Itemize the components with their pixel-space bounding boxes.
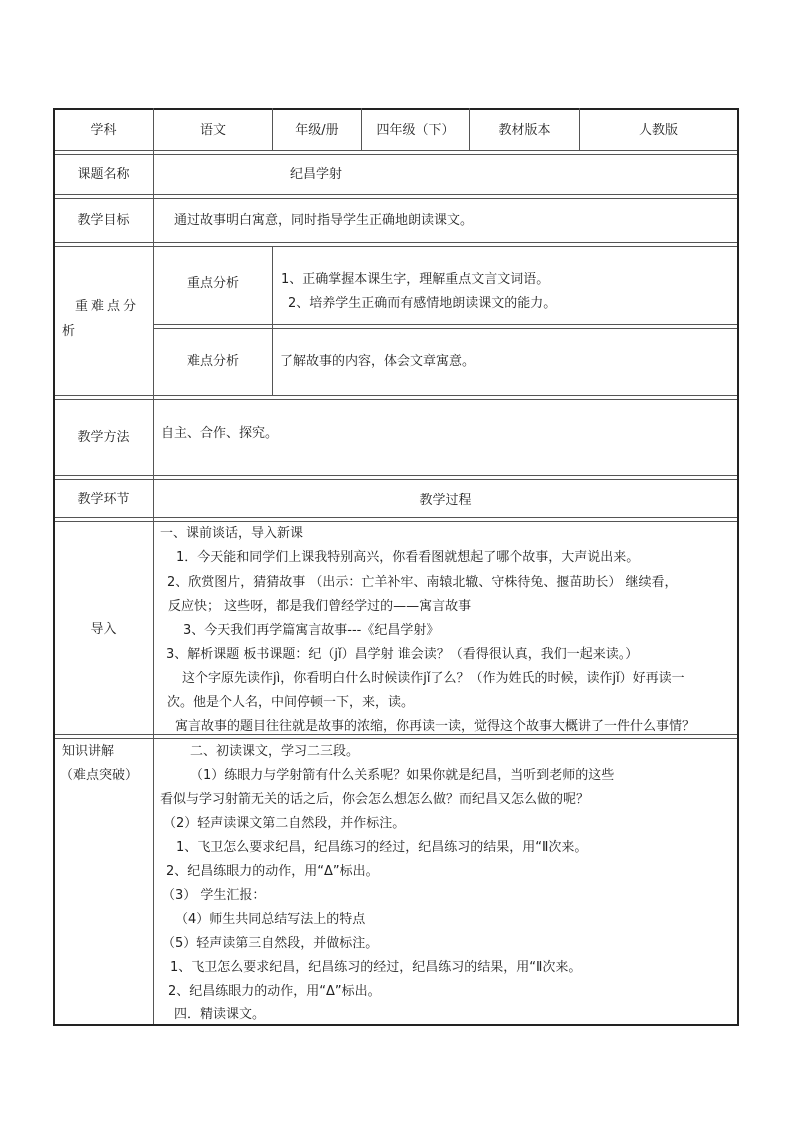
knowledge-line: 1、飞卫怎么要求纪昌，纪昌练习的经过，纪昌练习的结果，用“Ⅱ次来。 xyxy=(170,960,582,975)
key-difficult-label: 重难点分 xyxy=(75,299,140,314)
knowledge-line: 二、初读课文，学习二三段。 xyxy=(190,744,360,759)
row-divider xyxy=(53,194,739,195)
row-divider xyxy=(53,399,739,400)
table-border-bottom xyxy=(53,1024,739,1026)
knowledge-line: 2、纪昌练眼力的动作，用“Δ”标出。 xyxy=(168,984,381,999)
intro-line: 3、今天我们再学篇寓言故事---《纪昌学射》 xyxy=(183,623,440,638)
intro-line: 寓言故事的题目往往就是故事的浓缩，你再读一读，觉得这个故事大概讲了一件什么事情？ xyxy=(175,719,696,734)
intro-line: 3、解析课题 板书课题：纪（jǐ）昌学射 谁会读？（看得很认真，我们一起来读。） xyxy=(166,647,639,662)
column-divider xyxy=(153,108,154,1024)
intro-line: 次。他是个人名，中间停顿一下，来，读。 xyxy=(167,695,415,710)
goal-label: 教学目标 xyxy=(77,213,130,228)
process-step-label: 教学环节 xyxy=(77,492,130,507)
knowledge-line: （3） 学生汇报： xyxy=(162,888,266,903)
goal-value: 通过故事明白寓意，同时指导学生正确地朗读课文。 xyxy=(174,213,474,228)
key-analysis-line: 2、培养学生正确而有感情地朗读课文的能力。 xyxy=(288,296,557,311)
row-divider xyxy=(53,479,739,480)
method-value: 自主、合作、探究。 xyxy=(161,426,279,441)
subject-value: 语文 xyxy=(199,123,226,138)
table-border-left xyxy=(53,108,55,1026)
row-divider xyxy=(53,734,739,735)
knowledge-line: （2）轻声读课文第二自然段，并作标注。 xyxy=(163,816,406,831)
table-border-top xyxy=(53,108,739,110)
process-header: 教学过程 xyxy=(419,493,472,508)
row-divider xyxy=(53,246,739,247)
intro-label: 导入 xyxy=(90,622,117,637)
knowledge-line: （1）练眼力与学射箭有什么关系呢？如果你就是纪昌，当听到老师的这些 xyxy=(190,768,615,783)
topic-value: 纪昌学射 xyxy=(290,167,343,182)
knowledge-label: 知识讲解 xyxy=(62,744,115,759)
row-divider xyxy=(53,198,739,199)
knowledge-line: 2、纪昌练眼力的动作，用“Δ”标出。 xyxy=(166,864,379,879)
column-divider xyxy=(272,246,273,395)
knowledge-label-sub: （难点突破） xyxy=(60,768,139,783)
subject-label: 学科 xyxy=(90,123,117,138)
difficult-analysis-value: 了解故事的内容，体会文章寓意。 xyxy=(280,354,476,369)
intro-line: 反应快； 这些呀，都是我们曾经学过的——寓言故事 xyxy=(168,599,472,614)
row-divider xyxy=(53,242,739,243)
row-divider xyxy=(53,521,739,522)
edition-value: 人教版 xyxy=(638,123,678,138)
row-divider xyxy=(53,517,739,518)
edition-label: 教材版本 xyxy=(498,123,551,138)
intro-line: 2、欣赏图片，猜猜故事 （出示：亡羊补牢、南辕北辙、守株待兔、揠苗助长） 继续看， xyxy=(167,575,678,590)
key-analysis-line: 1、正确掌握本课生字，理解重点文言文词语。 xyxy=(281,272,550,287)
grade-label: 年级/册 xyxy=(295,123,339,138)
row-divider xyxy=(153,324,739,325)
intro-line: 一、课前谈话，导入新课 xyxy=(160,526,304,541)
knowledge-line: 看似与学习射箭无关的话之后，你会怎么想怎么做？而纪昌又怎么做的呢？ xyxy=(160,792,590,807)
grade-value: 四年级（下） xyxy=(376,123,455,138)
table-border-right xyxy=(737,108,739,1026)
knowledge-line: 1、飞卫怎么要求纪昌，纪昌练习的经过，纪昌练习的结果，用“Ⅱ次来。 xyxy=(176,840,588,855)
row-divider xyxy=(53,154,739,155)
intro-line: 1．今天能和同学们上课我特别高兴，你看看图就想起了哪个故事，大声说出来。 xyxy=(176,550,640,565)
knowledge-line: 四．精读课文。 xyxy=(174,1007,266,1022)
row-divider xyxy=(53,150,739,151)
method-label: 教学方法 xyxy=(77,430,130,445)
row-divider xyxy=(153,328,739,329)
intro-line: 这个字原先读作jì，你看明白什么时候读作jǐ了么？（作为姓氏的时候，读作jǐ）好再读一 xyxy=(182,671,685,686)
row-divider xyxy=(53,395,739,396)
key-analysis-label: 重点分析 xyxy=(186,276,239,291)
topic-label: 课题名称 xyxy=(77,167,130,182)
row-divider xyxy=(53,738,739,739)
difficult-analysis-label: 难点分析 xyxy=(186,354,239,369)
key-difficult-label-cont: 析 xyxy=(62,324,76,339)
row-divider xyxy=(53,475,739,476)
knowledge-line: （4）师生共同总结写法上的特点 xyxy=(175,912,366,927)
knowledge-line: （5）轻声读第三自然段，并做标注。 xyxy=(162,936,379,951)
